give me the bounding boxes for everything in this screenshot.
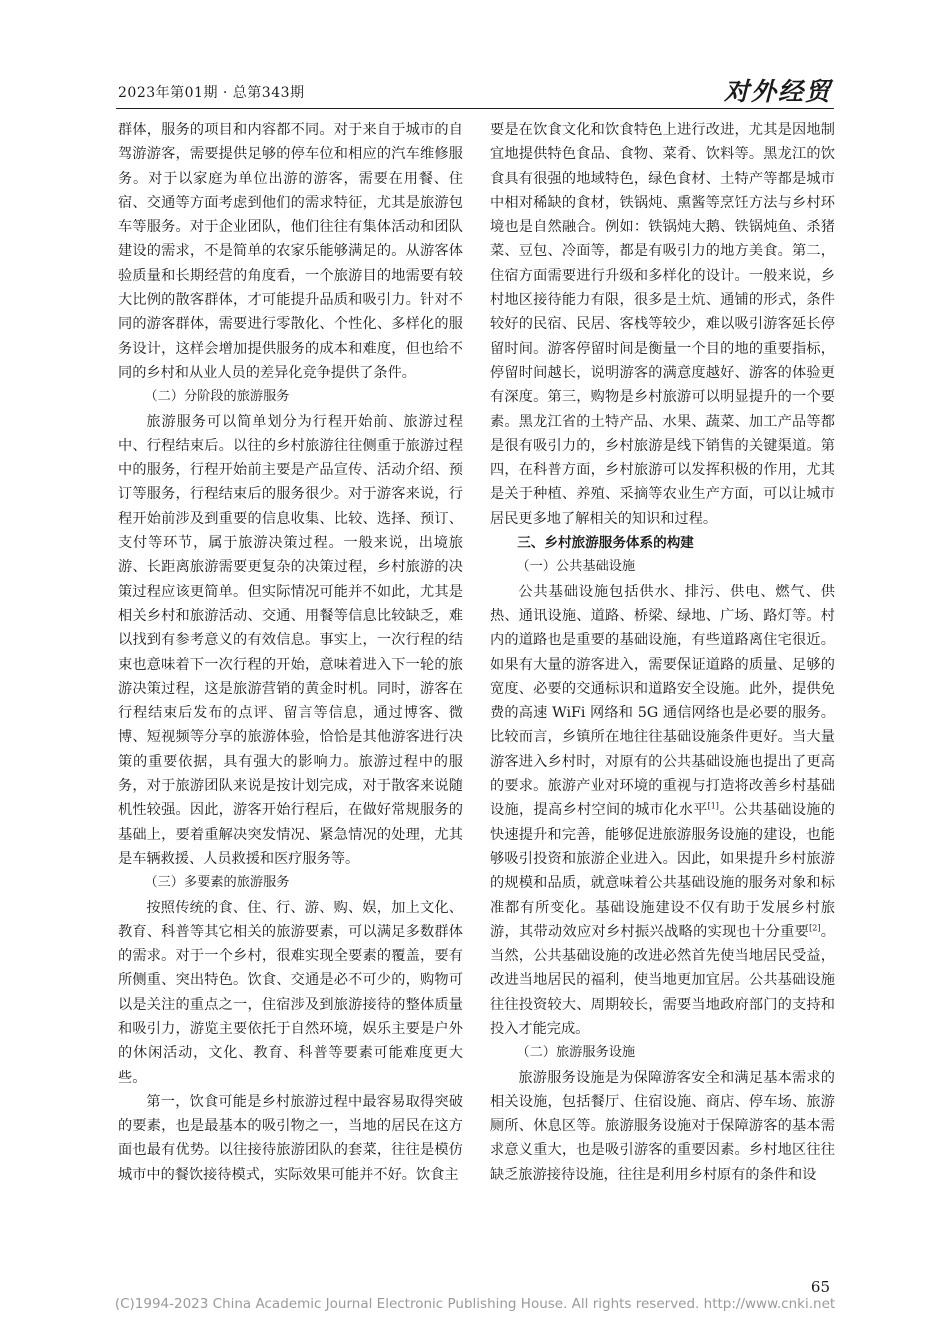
issue-info: 2023年第01期 · 总第343期 (118, 85, 305, 101)
right-column (490, 118, 835, 1187)
subsection-heading: （一）公共基础设施 (516, 559, 636, 575)
body-paragraph: 群体，服务的项目和内容都不同。对于来自于城市的自驾游游客，需要提供足够的停车位和相应的汽车维修服务。对于以家庭为单位出游的游客，需要在用餐、住宿、交通等方面考虑到他们的需求特征，尤其是旅游包车等服务。对于企业团队，他们往往有集体活动和团队建设的需求，不是简单的农家乐能够满足的。从游客体验质量和长期经营的角度看，一个旅游目的地需要有较大比例的散客群体，才可能提升品质和吸引力。针对不同的游客群体，需要进行零散化、个性化、多样化的服务设计，这样会增加提供服务的成本和难度，但也给不同的乡村和从业人员的差异化竞争提供了条件。 (118, 122, 463, 381)
left-column (118, 118, 463, 1187)
body-paragraph: 按照传统的食、住、行、游、购、娱，加上文化、教育、科普等其它相关的旅游要素，可以满足多数群体的需求。对于一个乡村，很难实现全要素的覆盖，要有所侧重、突出特色。饮食、交通是必不可少的，购物可以是关注的重点之一，住宿涉及到旅游接待的整体质量和吸引力，游览主要依托于自然环境，娱乐主要是户外的休闲活动，文化、教育、科普等要素可能难度更大些。 (118, 899, 463, 1086)
header-divider (116, 108, 834, 109)
section-heading: 三、乡村旅游服务体系的构建 (517, 535, 694, 552)
subsection-heading: （二）旅游服务设施 (516, 1045, 636, 1061)
paragraph-text: 。当然，公共基础设施的改进必然首先使当地居民受益，改进当地居民的福利，使当地更加宜居。公共基础设施往往投资较大、周期较长，需要当地政府部门的支持和投入才能完成。 (490, 923, 835, 1037)
subsection-heading: （三）多要素的旅游服务 (144, 875, 290, 891)
body-paragraph: 要是在饮食文化和饮食特色上进行改进，尤其是因地制宜地提供特色食品、食物、菜肴、饮料等。黑龙江的饮食具有很强的地域特色，绿色食材、土特产等都是城市中相对稀缺的食材，铁锅炖、熏酱等烹饪方法与乡村环境也是自然融合。例如：铁锅炖大鹅、铁锅炖鱼、杀猪菜、豆包、冷面等，都是有吸引力的地方美食。第二，住宿方面需要进行升级和多样化的设计。一般来说，乡村地区接待能力有限，很多是土炕、通铺的形式，条件较好的民宿、民居、客栈等较少，难以吸引游客延长停留时间。游客停留时间是衡量一个目的地的重要指标，停留时间越长，说明游客的满意度越好、游客的体验更有深度。第三，购物是乡村旅游可以明显提升的一个要素。黑龙江省的土特产品、水果、蔬菜、加工产品等都是很有吸引力的，乡村旅游是线下销售的关键渠道。第四，在科普方面，乡村旅游可以发挥积极的作用，尤其是关于种植、养殖、采摘等农业生产方面，可以让城市居民更多地了解相关的知识和过程。 (490, 122, 835, 527)
citation-2[interactable]: [2] (809, 923, 821, 933)
body-paragraph (490, 580, 835, 1042)
body-paragraph: 旅游服务设施是为保障游客安全和满足基本需求的相关设施，包括餐厅、住宿设施、商店、停车场、旅游厕所、休息区等。旅游服务设施对于保障游客的基本需求意义重大，也是吸引游客的重要因素。乡村地区往往缺乏旅游接待设施，往往是利用乡村原有的条件和设 (490, 1069, 835, 1183)
journal-logo: 对外经贸 (723, 77, 832, 106)
paragraph-text: 。公共基础设施的快速提升和完善，能够促进旅游服务设施的建设，也能够吸引投资和旅游企业进入。因此，如果提升乡村旅游的规模和品质，就意味着公共基础设施的服务对象和标准都有所变化。基础设施建设不仅有助于发展乡村旅游，其带动效应对乡村振兴战略的实现也十分重要 (490, 802, 835, 940)
page-number: 65 (810, 1278, 830, 1296)
subsection-heading: （二）分阶段的旅游服务 (144, 389, 290, 405)
body-paragraph: 旅游服务可以简单划分为行程开始前、旅游过程中、行程结束后。以往的乡村旅游往往侧重于旅游过程中的服务，行程开始前主要是产品宣传、活动介绍、预订等服务，行程结束后的服务很少。对于游客来说，行程开始前涉及到重要的信息收集、比较、选择、预订、支付等环节，属于旅游决策过程。一般来说，出境旅游、长距离旅游需要更复杂的决策过程，乡村旅游的决策过程应该更简单。但实际情况可能并不如此，尤其是相关乡村和旅游活动、交通、用餐等信息比较缺乏，难以找到有参考意义的有效信息。事实上，一次行程的结束也意味着下一次行程的开始，意味着进入下一轮的旅游决策过程，这是旅游营销的黄金时机。同时，游客在行程结束后发布的点评、留言等信息，通过博客、微博、短视频等分享的旅游体验，恰恰是其他游客进行决策的重要依据，具有强大的影响力。旅游过程中的服务，对于旅游团队来说是按计划完成，对于散客来说随机性较强。因此，游客开始行程后，在做好常规服务的基础上，要着重解决突发情况、紧急情况的处理，尤其是车辆救援、人员救援和医疗服务等。 (118, 413, 463, 867)
copyright-footer: (C)1994-2023 China Academic Journal Electronic Publishing House. All rights reserved. http://www.cnki.net (114, 1296, 836, 1312)
paragraph-text: 公共基础设施包括供水、排污、供电、燃气、供热、通讯设施、道路、桥梁、绿地、广场、路灯等。村内的道路也是重要的基础设施，有些道路离住宅很近。如果有大量的游客进入，需要保证道路的质量、足够的宽度、必要的交通标识和道路安全设施。此外，提供免费的高速 WiFi 网络和 5G 通信网络也是必要的服务。比较而言，乡镇所在地往往基础设施条件更好。当大量游客进入乡村时，对原有的公共基础设施也提出了更高的要求。旅游产业对环境的重视与打造将改善乡村基础设施，提高乡村空间的城市化水平 (490, 583, 835, 819)
body-paragraph: 第一，饮食可能是乡村旅游过程中最容易取得突破的要素，也是最基本的吸引物之一，当地的居民在这方面也最有优势。以往接待旅游团队的套菜，往往是模仿城市中的餐饮接待模式，实际效果可能并不好。饮食主 (118, 1093, 463, 1183)
citation-1[interactable]: [1] (707, 801, 719, 811)
